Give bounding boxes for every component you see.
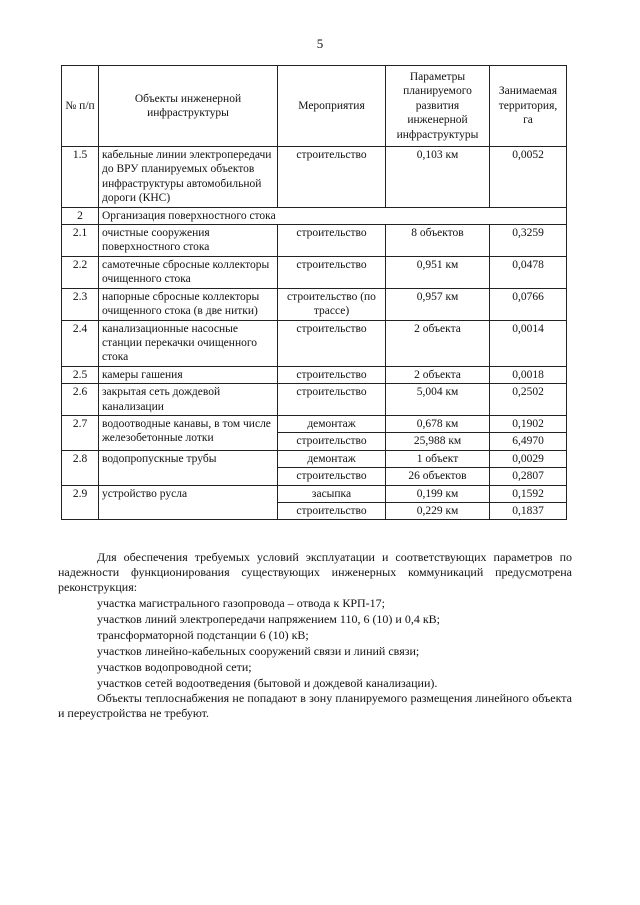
cell-action: демонтаж [278,450,386,467]
infrastructure-table [61,65,567,520]
list-item: участков сетей водоотведения (бытовой и дождевой канализации). [97,676,438,690]
cell-area: 0,0052 [490,147,567,208]
cell-param: 26 объектов [386,468,490,485]
cell-area: 0,0766 [490,288,567,320]
cell-param: 0,951 км [386,256,490,288]
cell-object: самотечные сбросные коллекторы очищенного стока [99,256,278,288]
list-item: участков линейно-кабельных сооружений связи и линий связи; [97,644,420,658]
cell-param: 0,678 км [386,415,490,432]
cell-num: 2 [62,207,99,224]
cell-num: 2.7 [62,415,99,450]
cell-object: кабельные линии электропередачи до ВРУ планируемых объектов инфраструктуры автомобильной дороги (КНС) [99,147,278,208]
header-params: Параметры планируемого развития инженерной инфраструктуры [386,66,490,147]
cell-area: 6,4970 [490,433,567,450]
table-row [62,384,567,416]
page-number: 5 [316,36,324,51]
cell-param: 8 объектов [386,225,490,257]
cell-object: водоотводные канавы, в том числе железобетонные лотки [99,415,278,450]
cell-action: строительство [278,433,386,450]
cell-num: 2.5 [62,366,99,383]
cell-area: 0,1902 [490,415,567,432]
cell-param: 1 объект [386,450,490,467]
cell-num: 1.5 [62,147,99,208]
cell-action: строительство [278,147,386,208]
table-header-row [62,66,567,147]
cell-action: демонтаж [278,415,386,432]
cell-area: 0,0029 [490,450,567,467]
cell-num: 2.3 [62,288,99,320]
cell-object: очистные сооружения поверхностного стока [99,225,278,257]
cell-object: закрытая сеть дождевой канализации [99,384,278,416]
cell-param: 5,004 км [386,384,490,416]
cell-area: 0,0014 [490,320,567,366]
list-item: участков водопроводной сети; [97,660,252,674]
table-row [62,288,567,320]
table-row [62,485,567,502]
cell-action: строительство [278,256,386,288]
header-area: Занимаемая территория, га [490,66,567,147]
cell-param: 25,988 км [386,433,490,450]
cell-action: засыпка [278,485,386,502]
cell-action: строительство [278,384,386,416]
cell-object: канализационные насосные станции перекачки очищенного стока [99,320,278,366]
cell-area: 0,1837 [490,502,567,519]
cell-num: 2.6 [62,384,99,416]
cell-action: строительство [278,225,386,257]
cell-param: 0,199 км [386,485,490,502]
cell-num: 2.9 [62,485,99,520]
list-item: трансформаторной подстанции 6 (10) кВ; [97,628,309,642]
cell-object: камеры гашения [99,366,278,383]
list-item: участков линий электропередачи напряжением 110, 6 (10) и 0,4 кВ; [97,612,441,626]
table-row [62,450,567,467]
table-row [62,320,567,366]
list-item: участка магистрального газопровода – отвода к КРП-17; [97,596,386,610]
table-row [62,366,567,383]
table-section-row [62,207,567,224]
table-row [62,225,567,257]
section-title: Организация поверхностного стока [99,207,567,224]
cell-object: напорные сбросные коллекторы очищенного стока (в две нитки) [99,288,278,320]
conclusion-paragraph: Объекты теплоснабжения не попадают в зону планируемого размещения линейного объекта и переустройства не требуют. [58,691,572,720]
cell-param: 0,957 км [386,288,490,320]
cell-area: 0,1592 [490,485,567,502]
cell-num: 2.8 [62,450,99,485]
cell-num: 2.2 [62,256,99,288]
cell-area: 0,2502 [490,384,567,416]
table-row [62,256,567,288]
cell-object: устройство русла [99,485,278,520]
cell-num: 2.4 [62,320,99,366]
cell-object: водопропускные трубы [99,450,278,485]
cell-action: строительство [278,468,386,485]
table-row [62,415,567,432]
cell-area: 0,0018 [490,366,567,383]
cell-num: 2.1 [62,225,99,257]
cell-action: строительство [278,320,386,366]
cell-area: 0,0478 [490,256,567,288]
header-num: № п/п [62,66,99,147]
cell-action: строительство (по трассе) [278,288,386,320]
cell-param: 2 объекта [386,320,490,366]
cell-param: 2 объекта [386,366,490,383]
header-object: Объекты инженерной инфраструктуры [99,66,278,147]
cell-area: 0,3259 [490,225,567,257]
cell-action: строительство [278,502,386,519]
header-action: Мероприятия [278,66,386,147]
intro-paragraph: Для обеспечения требуемых условий эксплуатации и соответствующих параметров по надежности функционирования существующих инженерных коммуникаций предусмотрена реконструкция: [58,550,572,594]
cell-param: 0,229 км [386,502,490,519]
cell-area: 0,2807 [490,468,567,485]
table-row [62,147,567,208]
cell-action: строительство [278,366,386,383]
cell-param: 0,103 км [386,147,490,208]
